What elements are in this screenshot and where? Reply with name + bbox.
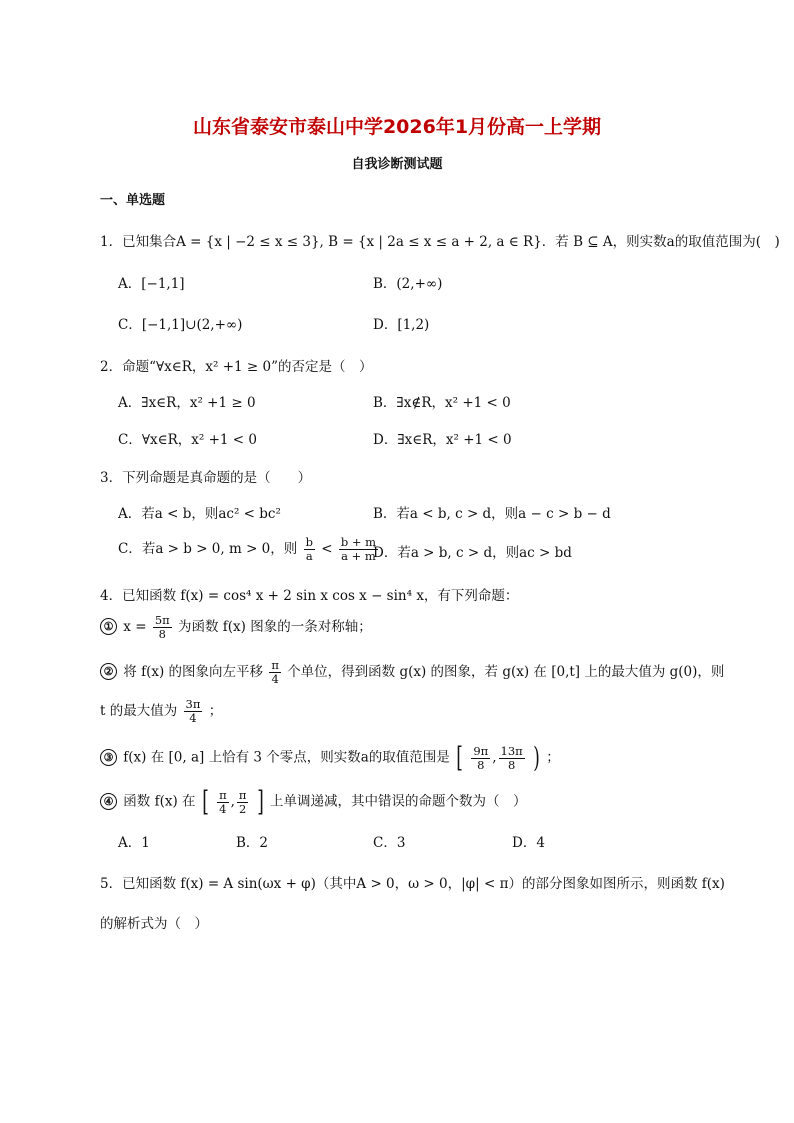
- q4-statement-1: [100, 614, 372, 641]
- circled-number-1: ①: [100, 618, 117, 635]
- denominator: a: [305, 549, 313, 563]
- q2-option-a: A．∃x∈R，x² +1 ≥ 0: [118, 395, 256, 411]
- numerator: π: [219, 787, 227, 802]
- q1-option-b: B．(2,+∞): [373, 276, 443, 292]
- fraction: [153, 614, 172, 641]
- fraction: [217, 789, 229, 816]
- fraction: [304, 536, 315, 563]
- page-subtitle: 自我诊断测试题: [351, 157, 443, 172]
- denominator: 8: [477, 757, 485, 772]
- q1-stem: 1．已知集合A = {x | −2 ≤ x ≤ 3}, B = {x | 2a ≤ x ≤ a + 2, a ∈ R}．若 B ⊆ A，则实数a的取值范围为( ): [100, 234, 780, 250]
- q3-stem: 3．下列命题是真命题的是（ ）: [100, 470, 312, 486]
- q4-option-b: B．2: [236, 835, 269, 851]
- statement-text: 为函数 f(x) 图象的一条对称轴；: [177, 619, 372, 635]
- circled-number-4: ④: [100, 793, 117, 810]
- q3-option-c-text: C．若a > b > 0, m > 0，则: [118, 541, 298, 557]
- right-paren: ): [533, 741, 540, 774]
- denominator: 4: [219, 801, 227, 816]
- q4-option-c: C．3: [373, 835, 406, 851]
- numerator: π: [271, 658, 279, 672]
- denominator: 8: [158, 627, 166, 641]
- circled-number-3: ③: [100, 749, 117, 766]
- numerator: 3π: [185, 697, 201, 711]
- statement-text: f(x) 在 [0, a] 上恰有 3 个零点，则实数a的取值范围是: [123, 749, 450, 766]
- fraction: [237, 789, 249, 816]
- q4-option-a: A．1: [118, 835, 150, 851]
- section-heading: 一、单选题: [100, 193, 166, 208]
- q1-option-a: A．[−1,1]: [118, 276, 185, 292]
- left-bracket: [: [202, 785, 209, 818]
- q4-statement-3: ③ f(x) 在 [0, a] 上恰有 3 个零点，则实数a的取值范围是 [ $\frac{9\pi}{8}$ , $\frac{13\pi}{8}$ ) ；: [100, 744, 560, 772]
- q3-option-a: A．若a < b，则ac² < bc²: [118, 506, 281, 522]
- denominator: a + m: [341, 549, 376, 563]
- statement-text: ；: [546, 749, 560, 766]
- q4-statement-2: [100, 659, 724, 686]
- left-bracket: [: [456, 741, 463, 774]
- page-title: 山东省泰安市泰山中学2026年1月份高一上学期: [192, 116, 602, 138]
- fraction: [184, 698, 203, 725]
- circled-number-2: ②: [100, 663, 117, 680]
- statement-text: 函数 f(x) 在: [123, 793, 196, 810]
- numerator: b: [305, 535, 313, 549]
- denominator: 4: [271, 672, 279, 686]
- q3-option-d: D．若a > b, c > d，则ac > bd: [373, 545, 572, 561]
- statement-text: 将 f(x) 的图象向左平移: [123, 664, 264, 680]
- q4-statement-4: ④ 函数 f(x) 在 [ $\frac{\pi}{4}$ , $\frac{\pi}{2}$ ] 上单调递减，其中错误的命题个数为（ ）: [100, 788, 527, 816]
- fraction: [471, 745, 490, 772]
- numerator: π: [238, 787, 247, 802]
- fraction: [499, 745, 525, 772]
- q2-option-c: C．∀x∈R，x² +1 < 0: [118, 432, 257, 448]
- q4-statement-2-cont: [100, 698, 222, 725]
- statement-text: 个单位，得到函数 g(x) 的图象，若 g(x) 在 [0,t] 上的最大值为 g(0)，则: [287, 664, 725, 680]
- statement-text: ；: [208, 703, 223, 719]
- numerator: b + m: [340, 535, 377, 549]
- numerator: 5π: [154, 613, 170, 627]
- q2-option-b: B．∃x∉R，x² +1 < 0: [373, 395, 511, 411]
- statement-text: 上单调递减，其中错误的命题个数为（ ）: [270, 793, 527, 810]
- less-than: <: [321, 541, 333, 557]
- denominator: 8: [507, 757, 516, 772]
- q2-stem: 2．命题“∀x∈R，x² +1 ≥ 0”的否定是（ ）: [100, 359, 373, 375]
- q2-option-d: D．∃x∈R，x² +1 < 0: [373, 432, 512, 448]
- q3-option-b: B．若a < b, c > d，则a − c > b − d: [373, 506, 611, 522]
- numerator: 9π: [473, 743, 489, 758]
- numerator: 13π: [500, 743, 523, 758]
- right-bracket: ]: [256, 785, 264, 818]
- q1-option-d: D．[1,2): [373, 317, 430, 333]
- q4-option-d: D．4: [512, 835, 545, 851]
- q4-stem: 4．已知函数 f(x) = cos⁴ x + 2 sin x cos x − sin⁴ x，有下列命题：: [100, 588, 519, 604]
- denominator: 2: [239, 801, 247, 816]
- statement-text: x =: [123, 619, 147, 635]
- q1-option-c: C．[−1,1]∪(2,+∞): [118, 317, 243, 333]
- q3-option-c: [118, 536, 380, 563]
- fraction: [269, 659, 281, 686]
- statement-text: t 的最大值为: [100, 703, 178, 719]
- denominator: 4: [189, 711, 197, 725]
- q5-stem-cont: 的解析式为（ ）: [100, 916, 208, 932]
- q5-stem: 5．已知函数 f(x) = A sin(ωx + φ)（其中A > 0，ω > 0，|φ| < π）的部分图象如图所示，则函数 f(x): [100, 876, 725, 892]
